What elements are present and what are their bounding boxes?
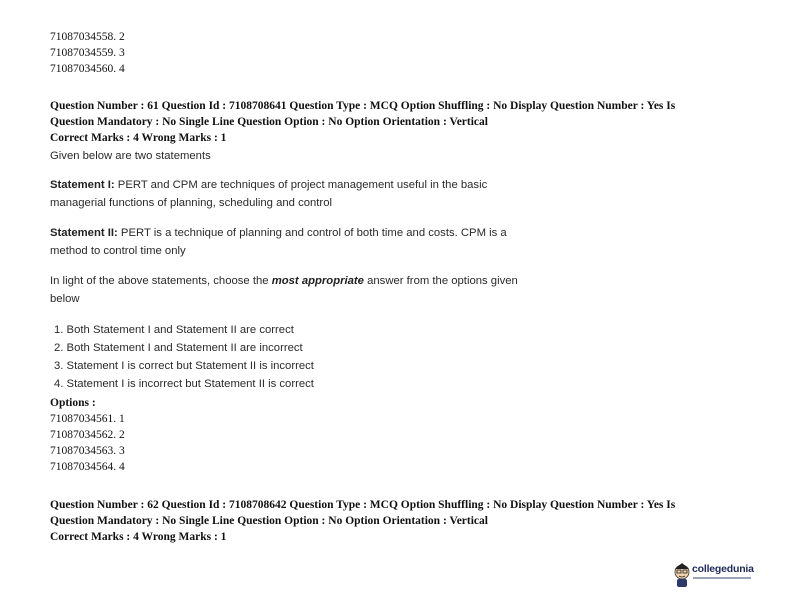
option-id: 71087034561. 1 [50,413,125,425]
question-61-body [50,148,730,166]
options-label: Options : [50,397,96,409]
question-62-header [50,497,730,545]
statement-1-text: PERT and CPM are techniques of project management useful in the basic [114,179,488,191]
prompt-emphasis: most appropriate [271,275,364,287]
statement-1 [50,177,730,212]
prompt-text-cont: below [50,292,80,305]
question-prompt [50,273,730,308]
logo-tagline-mark [693,577,751,579]
statement-2-label: Statement II: [50,227,118,239]
statement-1-text-cont: managerial functions of planning, scheduling and control [50,196,332,209]
question-61-options [50,395,730,475]
prompt-text-end: answer from the options given [363,275,518,287]
option-id: 71087034564. 4 [50,461,125,473]
choice-item: 2. Both Statement I and Statement II are incorrect [54,342,303,354]
question-meta-line: Question Mandatory : No Single Line Question Option : No Option Orientation : Vertical [50,116,488,128]
previous-options [50,29,730,77]
choice-item: 4. Statement I is incorrect but Statement II is correct [54,378,314,390]
question-marks: Correct Marks : 4 Wrong Marks : 1 [50,531,227,543]
option-id: 71087034558. 2 [50,31,125,43]
option-id: 71087034560. 4 [50,63,125,75]
option-id: 71087034559. 3 [50,47,125,59]
question-meta-line: Question Number : 61 Question Id : 7108708641 Question Type : MCQ Option Shuffling : No Display Question Number : Yes Is [50,100,676,112]
question-marks: Correct Marks : 4 Wrong Marks : 1 [50,132,227,144]
statement-2 [50,225,730,260]
question-meta-line: Question Number : 62 Question Id : 7108708642 Question Type : MCQ Option Shuffling : No Display Question Number : Yes Is [50,499,676,511]
logo-text: collegedunia [692,563,754,575]
statement-1-label: Statement I: [50,179,115,191]
choice-item: 1. Both Statement I and Statement II are correct [54,324,294,336]
collegedunia-logo [672,562,762,588]
choice-item: 3. Statement I is correct but Statement II is incorrect [54,360,314,372]
mascot-icon [672,562,692,588]
question-intro: Given below are two statements [50,150,211,162]
prompt-text: In light of the above statements, choose the [50,275,272,287]
option-id: 71087034563. 3 [50,445,125,457]
question-61-header [50,98,730,146]
statement-2-text: PERT is a technique of planning and control of both time and costs. CPM is a [117,227,507,239]
question-meta-line: Question Mandatory : No Single Line Question Option : No Option Orientation : Vertical [50,515,488,527]
statement-2-text-cont: method to control time only [50,244,186,257]
answer-choices [54,321,734,393]
option-id: 71087034562. 2 [50,429,125,441]
